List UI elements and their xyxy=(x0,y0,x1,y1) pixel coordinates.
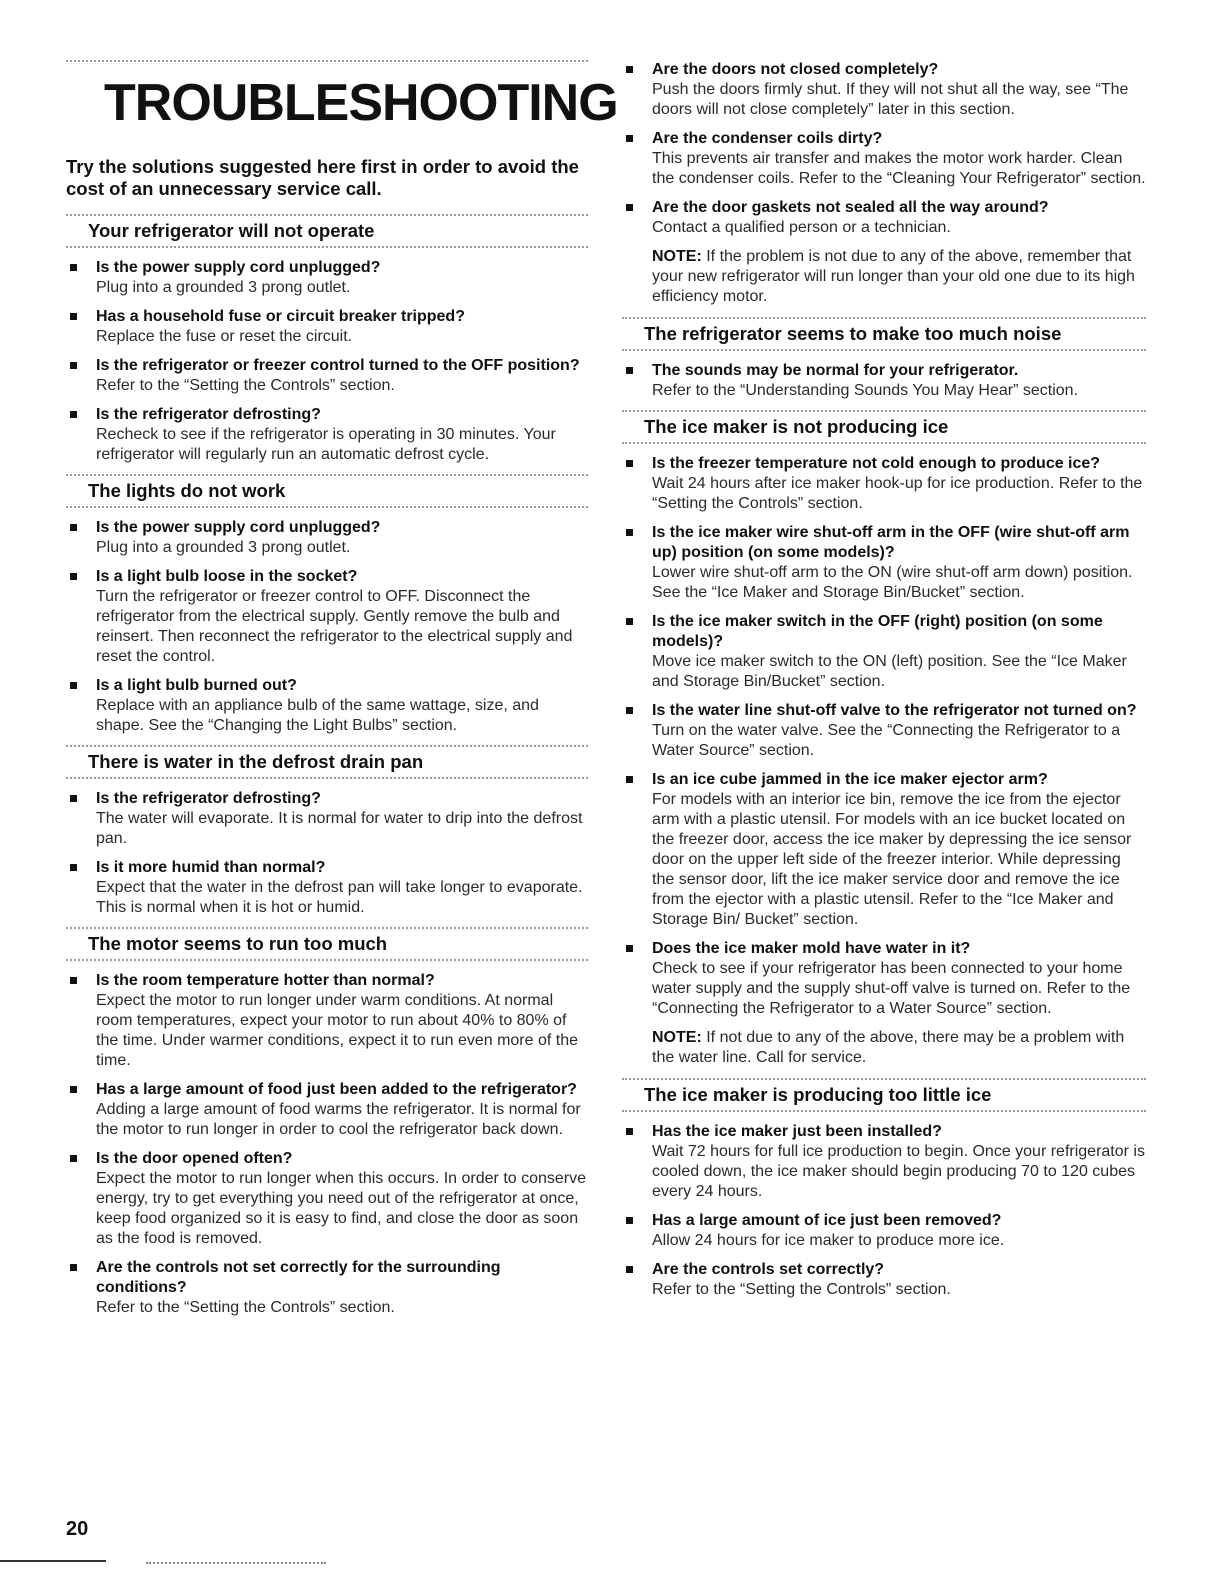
section-title: The lights do not work xyxy=(88,480,286,501)
section-divider xyxy=(66,214,588,216)
item-answer: Refer to the “Setting the Controls” section. xyxy=(652,1281,951,1298)
item-answer: For models with an interior ice bin, remove the ice from the ejector arm with a plastic utensil. For models with an ice bucket located on the freezer door, access the ice maker by depressing the ice sensor door on the upper left side of the freezer interior. While depressing the sensor door, lift the ice maker service door and remove the ice from the ejector with a plastic utensil. Refer to the “Ice Maker and Storage Bin/ Bucket” section. xyxy=(652,791,1132,928)
item-answer: Contact a qualified person or a technician. xyxy=(652,219,951,236)
section-header xyxy=(622,1078,1146,1112)
item-question: The sounds may be normal for your refrigerator. xyxy=(652,362,1019,379)
bullet-icon xyxy=(70,1155,77,1162)
bullet-icon xyxy=(626,204,633,211)
bullet-icon xyxy=(70,411,77,418)
item-question: Is an ice cube jammed in the ice maker ejector arm? xyxy=(652,771,1048,788)
section-header xyxy=(66,927,588,961)
bullet-icon xyxy=(626,1128,633,1135)
note-text: If not due to any of the above, there may be a problem with the water line. Call for service. xyxy=(652,1029,1125,1066)
note xyxy=(622,1028,1146,1068)
item-question: Is the power supply cord unplugged? xyxy=(96,259,381,276)
top-divider xyxy=(66,60,588,62)
bullet-icon xyxy=(626,135,633,142)
item-question: Is the refrigerator defrosting? xyxy=(96,406,321,423)
note xyxy=(622,247,1146,307)
item-answer: This prevents air transfer and makes the motor work harder. Clean the condenser coils. Refer to the “Cleaning Your Refrigerator” section. xyxy=(652,150,1146,187)
bullet-icon xyxy=(626,618,633,625)
section-divider xyxy=(66,474,588,476)
bullet-icon xyxy=(70,524,77,531)
item-question: Are the doors not closed completely? xyxy=(652,61,939,78)
section-divider xyxy=(622,1078,1146,1080)
bullet-icon xyxy=(626,367,633,374)
item-answer: Check to see if your refrigerator has been connected to your home water supply and the supply shut-off valve is turned on. Refer to the “Connecting the Refrigerator to a Water Source” section. xyxy=(652,960,1131,1017)
item-question: Is the freezer temperature not cold enough to produce ice? xyxy=(652,455,1101,472)
list-item xyxy=(622,1122,1146,1202)
list-item xyxy=(622,198,1146,238)
item-answer: Adding a large amount of food warms the refrigerator. It is normal for the motor to run longer in order to cool the refrigerator back down. xyxy=(96,1101,581,1138)
item-question: Are the door gaskets not sealed all the way around? xyxy=(652,199,1049,216)
bullet-icon xyxy=(70,682,77,689)
list-item xyxy=(66,258,588,298)
bullet-icon xyxy=(70,864,77,871)
section-divider xyxy=(66,506,588,508)
list-item xyxy=(66,1149,588,1249)
list-item xyxy=(66,676,588,736)
section-divider xyxy=(66,745,588,747)
item-answer: The water will evaporate. It is normal for water to drip into the defrost pan. xyxy=(96,810,583,847)
section-divider xyxy=(622,442,1146,444)
list-item xyxy=(66,1080,588,1140)
item-question: Is the room temperature hotter than normal? xyxy=(96,972,435,989)
list-item xyxy=(622,1211,1146,1251)
item-answer: Lower wire shut-off arm to the ON (wire shut-off arm down) position. See the “Ice Maker and Storage Bin/Bucket” section. xyxy=(652,564,1133,601)
list-item xyxy=(66,971,588,1071)
item-answer: Move ice maker switch to the ON (left) position. See the “Ice Maker and Storage Bin/Bucket” section. xyxy=(652,653,1127,690)
item-answer: Expect the motor to run longer under warm conditions. At normal room temperatures, expect your motor to run about 40% to 80% of the time. Under warmer conditions, expect it to run even more of the time. xyxy=(96,992,579,1069)
bullet-icon xyxy=(70,977,77,984)
list-item xyxy=(66,307,588,347)
list-item xyxy=(622,523,1146,603)
list-item xyxy=(622,60,1146,120)
section-title: The motor seems to run too much xyxy=(88,933,388,954)
item-answer: Turn the refrigerator or freezer control to OFF. Disconnect the refrigerator from the electrical supply. Gently remove the bulb and reinsert. Then reconnect the refrigerator to the electrical supply and reset the control. xyxy=(96,588,573,665)
section-divider xyxy=(66,777,588,779)
item-question: Has a large amount of ice just been removed? xyxy=(652,1212,1002,1229)
list-item xyxy=(622,129,1146,189)
item-question: Has the ice maker just been installed? xyxy=(652,1123,942,1140)
bullet-icon xyxy=(626,460,633,467)
item-question: Is the ice maker wire shut-off arm in the OFF (wire shut-off arm up) position (on some models)? xyxy=(652,524,1130,561)
bullet-icon xyxy=(70,795,77,802)
page-title: TROUBLESHOOTING xyxy=(104,74,618,132)
list-item xyxy=(622,701,1146,761)
section-title: The refrigerator seems to make too much noise xyxy=(644,323,1062,344)
section-title: Your refrigerator will not operate xyxy=(88,220,375,241)
list-item xyxy=(66,858,588,918)
list-item xyxy=(66,1258,588,1318)
section-header xyxy=(66,745,588,779)
item-answer: Expect the motor to run longer when this occurs. In order to conserve energy, try to get everything you need out of the refrigerator at once, keep food organized so it is easy to find, and close the door as soon as the food is removed. xyxy=(96,1170,587,1247)
item-question: Are the controls not set correctly for the surrounding conditions? xyxy=(96,1259,501,1296)
section-header xyxy=(622,317,1146,351)
item-answer: Plug into a grounded 3 prong outlet. xyxy=(96,279,351,296)
note-text: If the problem is not due to any of the above, remember that your new refrigerator will run longer than your old one due to its high efficiency motor. xyxy=(652,248,1135,305)
bullet-icon xyxy=(70,1264,77,1271)
bullet-icon xyxy=(70,362,77,369)
item-question: Is a light bulb burned out? xyxy=(96,677,297,694)
page-number: 20 xyxy=(66,1518,89,1540)
section-divider xyxy=(622,1110,1146,1112)
item-answer: Allow 24 hours for ice maker to produce more ice. xyxy=(652,1232,1005,1249)
list-item xyxy=(66,518,588,558)
list-item xyxy=(622,454,1146,514)
item-question: Does the ice maker mold have water in it? xyxy=(652,940,971,957)
list-item xyxy=(66,405,588,465)
list-item xyxy=(622,612,1146,692)
item-question: Is the door opened often? xyxy=(96,1150,293,1167)
bullet-icon xyxy=(626,707,633,714)
note-label: NOTE: xyxy=(652,1029,702,1046)
bullet-icon xyxy=(626,66,633,73)
list-item xyxy=(66,567,588,667)
section-divider xyxy=(66,246,588,248)
item-answer: Turn on the water valve. See the “Connecting the Refrigerator to a Water Source” section. xyxy=(652,722,1121,759)
item-question: Is the refrigerator or freezer control turned to the OFF position? xyxy=(96,357,580,374)
right-column xyxy=(622,60,1146,1309)
item-answer: Wait 72 hours for full ice production to begin. Once your refrigerator is cooled down, the ice maker should begin producing 70 to 120 cubes every 24 hours. xyxy=(652,1143,1145,1200)
item-answer: Plug into a grounded 3 prong outlet. xyxy=(96,539,351,556)
footer-divider xyxy=(146,1562,326,1564)
section-divider xyxy=(66,927,588,929)
bullet-icon xyxy=(626,529,633,536)
item-question: Are the condenser coils dirty? xyxy=(652,130,883,147)
item-question: Is it more humid than normal? xyxy=(96,859,326,876)
item-question: Has a large amount of food just been added to the refrigerator? xyxy=(96,1081,577,1098)
list-item xyxy=(622,770,1146,930)
bullet-icon xyxy=(626,1266,633,1273)
bullet-icon xyxy=(70,313,77,320)
item-question: Has a household fuse or circuit breaker tripped? xyxy=(96,308,465,325)
item-question: Is the power supply cord unplugged? xyxy=(96,519,381,536)
bullet-icon xyxy=(70,1086,77,1093)
note-label: NOTE: xyxy=(652,248,702,265)
item-answer: Refer to the “Setting the Controls” section. xyxy=(96,377,395,394)
bullet-icon xyxy=(626,1217,633,1224)
list-item xyxy=(66,789,588,849)
item-answer: Wait 24 hours after ice maker hook-up for ice production. Refer to the “Setting the Controls” section. xyxy=(652,475,1143,512)
item-question: Is the ice maker switch in the OFF (right) position (on some models)? xyxy=(652,613,1103,650)
section-title: The ice maker is producing too little ice xyxy=(644,1084,992,1105)
item-answer: Expect that the water in the defrost pan will take longer to evaporate. This is normal when it is hot or humid. xyxy=(96,879,583,916)
bullet-icon xyxy=(626,776,633,783)
section-divider xyxy=(622,349,1146,351)
section-title: There is water in the defrost drain pan xyxy=(88,751,424,772)
section-divider xyxy=(622,317,1146,319)
list-item xyxy=(66,356,588,396)
item-answer: Refer to the “Understanding Sounds You May Hear” section. xyxy=(652,382,1079,399)
item-answer: Refer to the “Setting the Controls” section. xyxy=(96,1299,395,1316)
list-item xyxy=(622,361,1146,401)
item-question: Is the water line shut-off valve to the refrigerator not turned on? xyxy=(652,702,1137,719)
section-header xyxy=(66,474,588,508)
section-divider xyxy=(66,959,588,961)
section-header xyxy=(622,410,1146,444)
bullet-icon xyxy=(70,573,77,580)
left-column xyxy=(66,60,618,1327)
bullet-icon xyxy=(70,264,77,271)
intro-text: Try the solutions suggested here first in order to avoid the cost of an unnecessary service call. xyxy=(66,156,579,199)
bullet-icon xyxy=(626,945,633,952)
item-answer: Recheck to see if the refrigerator is operating in 30 minutes. Your refrigerator will regularly run an automatic defrost cycle. xyxy=(96,426,556,463)
item-answer: Replace with an appliance bulb of the same wattage, size, and shape. See the “Changing the Light Bulbs” section. xyxy=(96,697,539,734)
item-question: Are the controls set correctly? xyxy=(652,1261,885,1278)
section-divider xyxy=(622,410,1146,412)
footer-divider xyxy=(0,1560,106,1562)
item-question: Is a light bulb loose in the socket? xyxy=(96,568,358,585)
item-answer: Replace the fuse or reset the circuit. xyxy=(96,328,353,345)
section-header xyxy=(66,214,588,248)
section-title: The ice maker is not producing ice xyxy=(644,416,949,437)
item-answer: Push the doors firmly shut. If they will not shut all the way, see “The doors will not close completely” later in this section. xyxy=(652,81,1129,118)
list-item xyxy=(622,939,1146,1019)
item-question: Is the refrigerator defrosting? xyxy=(96,790,321,807)
list-item xyxy=(622,1260,1146,1300)
